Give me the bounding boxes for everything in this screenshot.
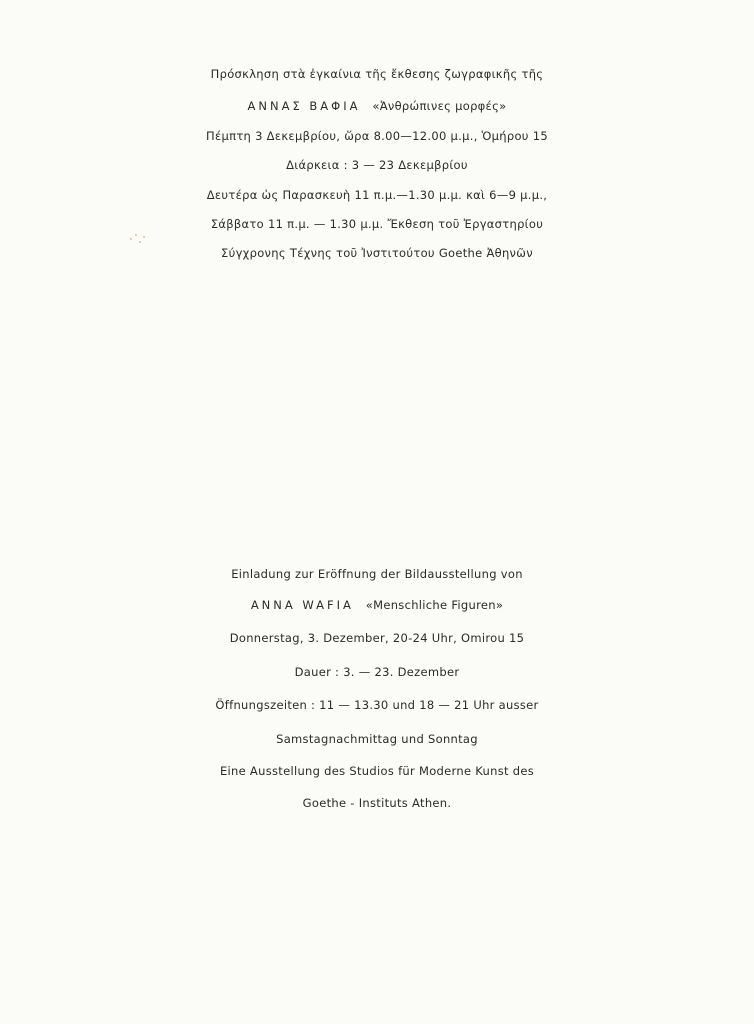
german-institute: Goethe - Instituts Athen.	[302, 796, 452, 810]
german-opening-hours: Öffnungszeiten : 11 — 13.30 und 18 — 21 Uhr ausser	[215, 698, 539, 712]
german-closed-days: Samstagnachmittag und Sonntag	[276, 732, 478, 746]
greek-duration: Διάρκεια : 3 — 23 Δεκεμβρίου	[286, 158, 468, 172]
greek-invitation-line: Πρόσκληση στὰ ἐγκαίνια τῆς ἔκθεσης ζωγραφικῆς τῆς	[210, 67, 544, 81]
greek-opening-date: Πέμπτη 3 Δεκεμβρίου, ὥρα 8.00—12.00 μ.μ., Ὁμήρου 15	[206, 129, 548, 143]
german-duration: Dauer : 3. — 23. Dezember	[294, 665, 460, 679]
german-organizer: Eine Ausstellung des Studios für Moderne Kunst des	[219, 764, 535, 778]
german-opening-date: Donnerstag, 3. Dezember, 20-24 Uhr, Omirou 15	[229, 631, 525, 645]
greek-artist-line	[0, 98, 754, 114]
greek-weekday-hours: Δευτέρα ὡς Παρασκευὴ 11 π.μ.—1.30 μ.μ. καὶ 6—9 μ.μ.,	[206, 188, 548, 202]
german-exhibition-title: «Menschliche Figuren»	[365, 598, 504, 612]
german-artist-name: ANNA WAFIA	[250, 598, 354, 612]
greek-saturday-hours: Σάββατο 11 π.μ. — 1.30 μ.μ. Ἔκθεση τοῦ Ἐργαστηρίου	[210, 217, 544, 231]
greek-organizer: Σύγχρονης Τέχνης τοῦ Ἰνστιτούτου Goethe Ἀθηνῶν	[221, 246, 533, 260]
greek-exhibition-title: «Ἀνθρώπινες μορφές»	[372, 99, 507, 113]
german-artist-line	[0, 597, 754, 613]
greek-artist-name: ΑΝΝΑΣ ΒΑΦΙΑ	[247, 99, 361, 113]
german-invitation-line: Einladung zur Eröffnung der Bildausstellung von	[231, 567, 523, 581]
paper-stain	[128, 232, 148, 246]
